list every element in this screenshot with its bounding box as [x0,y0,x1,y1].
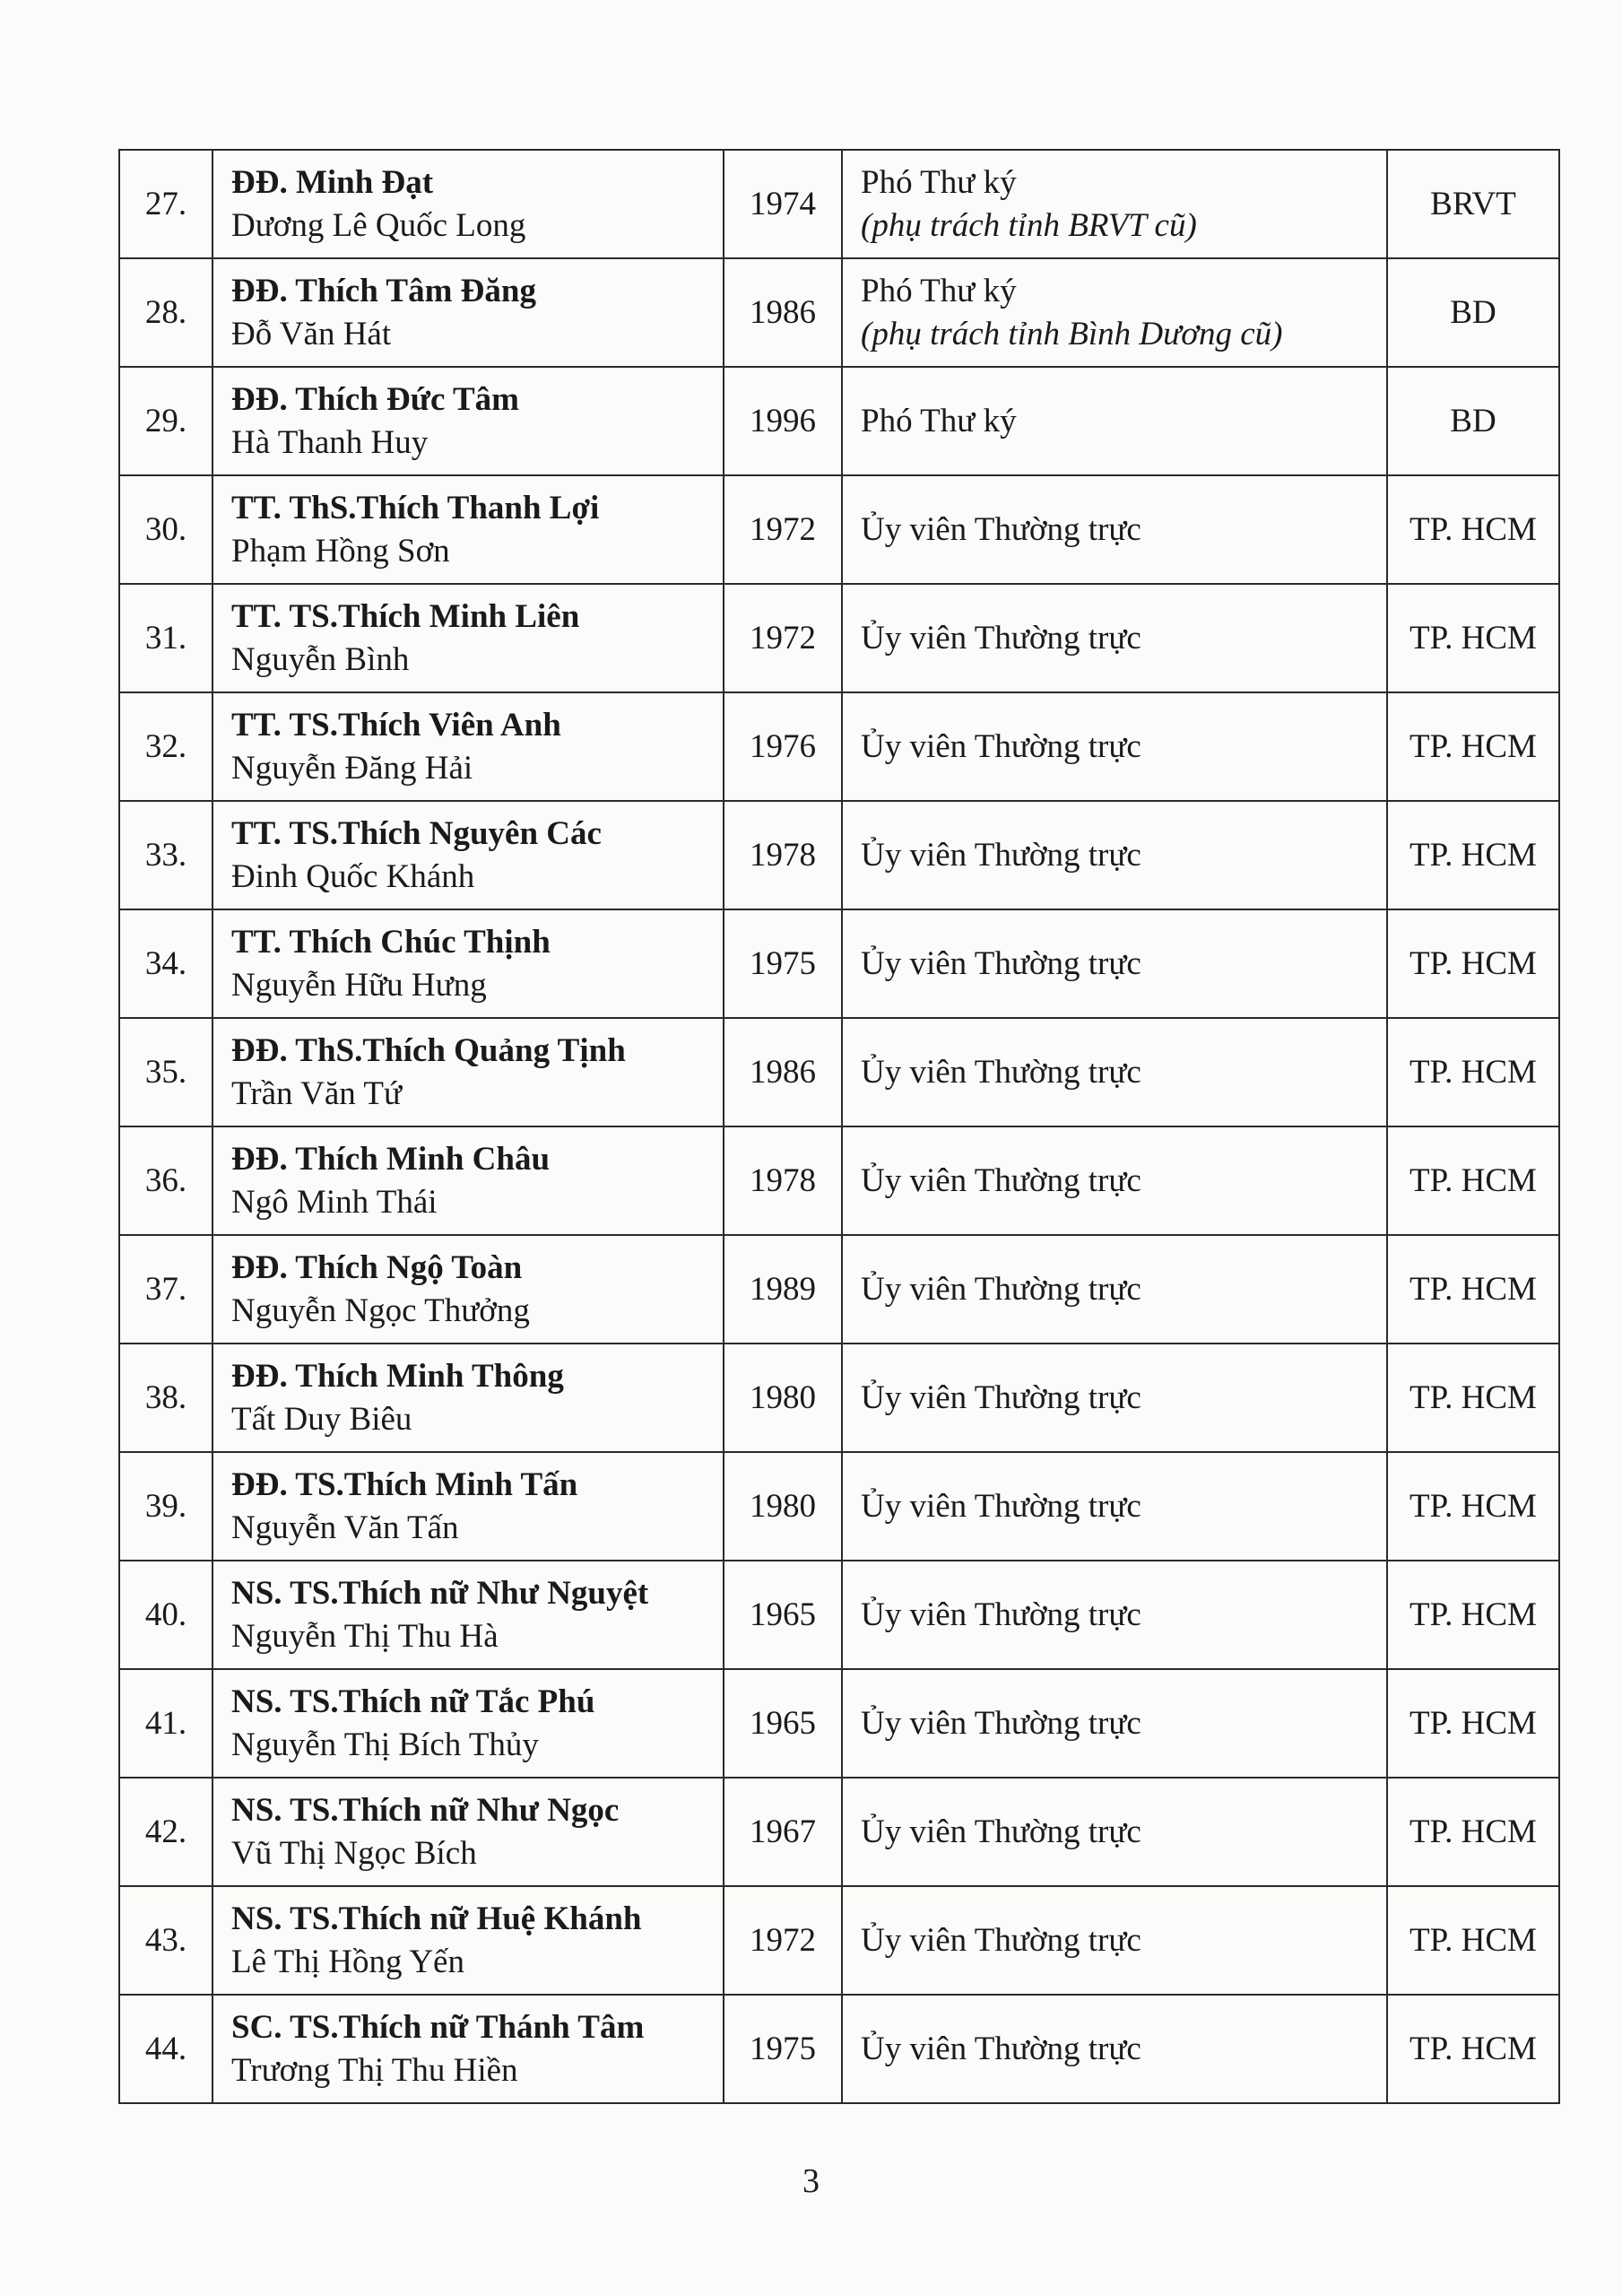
row-number: 42. [119,1778,213,1886]
member-name-cell [213,1778,724,1886]
birth-year: 1978 [724,801,842,909]
member-name-cell [213,1561,724,1669]
member-name-cell [213,909,724,1018]
row-number: 37. [119,1235,213,1344]
member-name-cell [213,1018,724,1126]
position-cell [842,1995,1387,2103]
position-cell [842,1018,1387,1126]
row-number: 41. [119,1669,213,1778]
birth-year: 1972 [724,475,842,584]
table-row [119,1886,1559,1995]
birth-year: 1965 [724,1561,842,1669]
table-row [119,150,1559,258]
table-row [119,367,1559,475]
religious-title: TT. TS.Thích Nguyên Các [231,814,602,852]
row-number: 40. [119,1561,213,1669]
lay-name: Ngô Minh Thái [231,1183,438,1221]
birth-year: 1967 [724,1778,842,1886]
position-cell [842,1344,1387,1452]
position-cell [842,1886,1387,1995]
table-row [119,1452,1559,1561]
position-title: Ủy viên Thường trực [861,1921,1141,1959]
row-number: 34. [119,909,213,1018]
position-note: (phụ trách tỉnh Bình Dương cũ) [861,315,1283,352]
position-title: Ủy viên Thường trực [861,1161,1141,1199]
birth-year: 1986 [724,1018,842,1126]
province: TP. HCM [1387,1886,1559,1995]
lay-name: Nguyễn Bình [231,640,410,678]
member-table [118,149,1560,2104]
birth-year: 1975 [724,909,842,1018]
position-title: Ủy viên Thường trực [861,510,1141,548]
religious-title: ĐĐ. Thích Đức Tâm [231,380,519,418]
member-name-cell [213,692,724,801]
row-number: 44. [119,1995,213,2103]
religious-title: SC. TS.Thích nữ Thánh Tâm [231,2008,645,2046]
position-cell [842,1235,1387,1344]
province: TP. HCM [1387,1018,1559,1126]
position-title: Ủy viên Thường trực [861,1704,1141,1742]
row-number: 39. [119,1452,213,1561]
lay-name: Đinh Quốc Khánh [231,857,475,895]
religious-title: TT. TS.Thích Viên Anh [231,706,561,744]
lay-name: Nguyễn Văn Tấn [231,1509,459,1546]
position-cell [842,1452,1387,1561]
birth-year: 1980 [724,1452,842,1561]
province: TP. HCM [1387,1995,1559,2103]
religious-title: TT. Thích Chúc Thịnh [231,923,551,961]
position-cell [842,801,1387,909]
religious-title: ĐĐ. Thích Minh Châu [231,1140,551,1178]
table-row [119,1778,1559,1886]
province: TP. HCM [1387,584,1559,692]
row-number: 36. [119,1126,213,1235]
position-cell [842,692,1387,801]
religious-title: ĐĐ. Thích Minh Thông [231,1357,564,1395]
position-title: Ủy viên Thường trực [861,1053,1141,1091]
religious-title: ĐĐ. ThS.Thích Quảng Tịnh [231,1031,626,1069]
province: TP. HCM [1387,1126,1559,1235]
province: TP. HCM [1387,1669,1559,1778]
religious-title: NS. TS.Thích nữ Huệ Khánh [231,1900,642,1937]
member-table-body [119,150,1559,2103]
member-name-cell [213,475,724,584]
member-name-cell [213,1452,724,1561]
table-row [119,692,1559,801]
member-name-cell [213,1344,724,1452]
table-row [119,475,1559,584]
position-title: Ủy viên Thường trực [861,1487,1141,1525]
table-row [119,1344,1559,1452]
position-title: Phó Thư ký [861,402,1017,439]
member-name-cell [213,1995,724,2103]
birth-year: 1975 [724,1995,842,2103]
birth-year: 1986 [724,258,842,367]
position-cell [842,258,1387,367]
row-number: 33. [119,801,213,909]
row-number: 30. [119,475,213,584]
position-cell [842,1669,1387,1778]
lay-name: Nguyễn Hữu Hưng [231,966,487,1004]
position-title: Ủy viên Thường trực [861,2030,1141,2067]
birth-year: 1989 [724,1235,842,1344]
position-title: Ủy viên Thường trực [861,727,1141,765]
province: TP. HCM [1387,1344,1559,1452]
religious-title: TT. ThS.Thích Thanh Lợi [231,489,600,526]
member-name-cell [213,258,724,367]
position-title: Ủy viên Thường trực [861,944,1141,982]
birth-year: 1996 [724,367,842,475]
religious-title: ĐĐ. Minh Đạt [231,163,434,201]
lay-name: Lê Thị Hồng Yến [231,1943,464,1980]
table-row [119,584,1559,692]
lay-name: Nguyễn Thị Bích Thủy [231,1726,539,1763]
position-note: (phụ trách tỉnh BRVT cũ) [861,206,1197,244]
province: BRVT [1387,150,1559,258]
province: TP. HCM [1387,1235,1559,1344]
position-title: Phó Thư ký [861,163,1017,201]
province: TP. HCM [1387,909,1559,1018]
table-row [119,1235,1559,1344]
position-title: Ủy viên Thường trực [861,1378,1141,1416]
member-name-cell [213,584,724,692]
member-name-cell [213,1235,724,1344]
province: TP. HCM [1387,475,1559,584]
religious-title: NS. TS.Thích nữ Như Nguyệt [231,1574,649,1612]
position-title: Ủy viên Thường trực [861,1596,1141,1633]
table-row [119,1561,1559,1669]
religious-title: ĐĐ. Thích Tâm Đăng [231,272,536,309]
member-name-cell [213,801,724,909]
province: TP. HCM [1387,1778,1559,1886]
row-number: 35. [119,1018,213,1126]
lay-name: Nguyễn Ngọc Thưởng [231,1292,530,1329]
province: BD [1387,258,1559,367]
birth-year: 1978 [724,1126,842,1235]
table-row [119,1669,1559,1778]
lay-name: Vũ Thị Ngọc Bích [231,1834,477,1872]
province: TP. HCM [1387,1561,1559,1669]
lay-name: Tất Duy Biêu [231,1400,412,1438]
position-cell [842,475,1387,584]
lay-name: Hà Thanh Huy [231,423,429,461]
table-row [119,1995,1559,2103]
table-row [119,258,1559,367]
religious-title: NS. TS.Thích nữ Như Ngọc [231,1791,620,1829]
position-title: Ủy viên Thường trực [861,619,1141,657]
position-title: Ủy viên Thường trực [861,1813,1141,1850]
lay-name: Dương Lê Quốc Long [231,206,526,244]
member-name-cell [213,1669,724,1778]
member-name-cell [213,150,724,258]
birth-year: 1972 [724,584,842,692]
lay-name: Nguyễn Thị Thu Hà [231,1617,499,1655]
row-number: 43. [119,1886,213,1995]
row-number: 32. [119,692,213,801]
lay-name: Nguyễn Đăng Hải [231,749,473,787]
lay-name: Phạm Hồng Sơn [231,532,450,570]
member-name-cell [213,1126,724,1235]
province: TP. HCM [1387,1452,1559,1561]
position-title: Phó Thư ký [861,272,1017,309]
province: TP. HCM [1387,692,1559,801]
position-cell [842,1561,1387,1669]
row-number: 31. [119,584,213,692]
row-number: 29. [119,367,213,475]
religious-title: ĐĐ. Thích Ngộ Toàn [231,1248,523,1286]
page-number: 3 [802,2162,820,2200]
birth-year: 1976 [724,692,842,801]
religious-title: TT. TS.Thích Minh Liên [231,597,580,635]
position-cell [842,1778,1387,1886]
member-name-cell [213,1886,724,1995]
table-row [119,801,1559,909]
position-cell [842,909,1387,1018]
member-name-cell [213,367,724,475]
birth-year: 1974 [724,150,842,258]
lay-name: Trần Văn Tứ [231,1074,403,1112]
position-cell [842,1126,1387,1235]
position-title: Ủy viên Thường trực [861,836,1141,874]
position-cell [842,150,1387,258]
birth-year: 1980 [724,1344,842,1452]
table-row [119,1018,1559,1126]
row-number: 27. [119,150,213,258]
birth-year: 1965 [724,1669,842,1778]
lay-name: Trương Thị Thu Hiền [231,2051,518,2089]
religious-title: ĐĐ. TS.Thích Minh Tấn [231,1465,578,1503]
religious-title: NS. TS.Thích nữ Tắc Phú [231,1683,595,1720]
row-number: 28. [119,258,213,367]
position-cell [842,584,1387,692]
position-cell [842,367,1387,475]
province: BD [1387,367,1559,475]
table-row [119,1126,1559,1235]
province: TP. HCM [1387,801,1559,909]
birth-year: 1972 [724,1886,842,1995]
row-number: 38. [119,1344,213,1452]
table-row [119,909,1559,1018]
lay-name: Đỗ Văn Hát [231,315,392,352]
position-title: Ủy viên Thường trực [861,1270,1141,1308]
